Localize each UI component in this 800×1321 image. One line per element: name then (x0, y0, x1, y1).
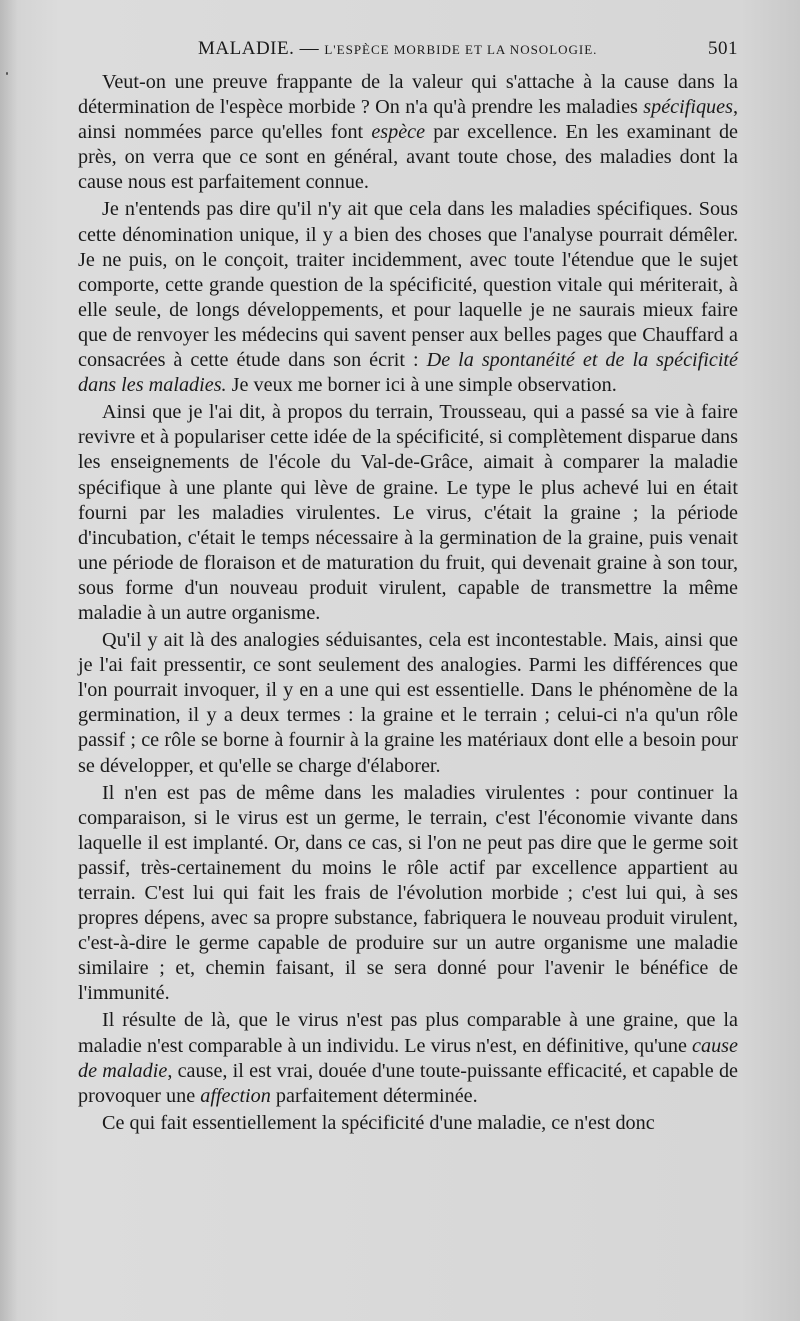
paragraph (78, 1111, 738, 1136)
text-run: Qu'il y ait là des analogies séduisantes, cela est incontestable. Mais, ainsi que je l'ai fait pressentir, ce sont seulement des analogies. Parmi les différences que l'on pourrait invoquer, il y en a une qui est essentielle. Dans le phénomène de la germination, il y a deux termes : la graine et le terrain ; celui-ci n'a qu'un rôle passif ; ce rôle se borne à fournir à la graine les matériaux dont elle a besoin pour se développer, et qu'elle se charge d'élaborer. (78, 629, 738, 777)
italic-run: affection (200, 1084, 271, 1107)
running-header (78, 38, 738, 62)
text-run: Il n'en est pas de même dans les maladies virulentes : pour continuer la comparaison, si le virus est un germe, le terrain, c'est l'économie vivante dans laquelle il est implanté. Or, dans ce cas, si l'on ne peut pas dire que le germe soit passif, très-certainement du moins le rôle actif par excellence appartient au terrain. C'est lui qui fait les frais de l'évolution morbide ; c'est lui qui, à ses propres dépens, avec sa propre substance, fabriquera le nouveau produit virulent, c'est-à-dire le germe capable de produire sur un autre organisme une maladie similaire ; et, chemin faisant, il se sera donné pour l'avenir le bénéfice de l'immunité. (78, 781, 738, 1005)
text-run: , ainsi nommées parce qu'elles font (78, 96, 738, 144)
text-run: Il résulte de là, que le virus n'est pas plus comparable à une graine, que la maladie n'est comparable à un individu. Le virus n'est, en définitive, qu'une (78, 1009, 738, 1057)
paragraph (78, 628, 738, 779)
text-run: par excellence. En les examinant de près, on verra que ce sont en général, avant toute chose, des maladies dont la cause nous est parfaitement connue. (78, 121, 739, 194)
paragraph (78, 781, 738, 1007)
text-run: Je n'entends pas dire qu'il n'y ait que cela dans les maladies spécifiques. Sous cette dénomination unique, il y a bien des choses que l'analyse pourrait démêler. Je ne puis, on le conçoit, traiter incidemment, avec toute l'étendue que le sujet comporte, cette grande question de la spécificité, question vitale qui mériterait, à elle seule, de longs développements, et pour laquelle je ne saurais mieux faire que de renvoyer les médecins qui savent penser aux belles pages que Chauffard a consacrées à cette étude dans son écrit : (78, 198, 738, 372)
text-run: Je veux me borner ici à une simple observation. (226, 374, 617, 397)
text-run: , cause, il est vrai, douée d'une toute-puissante efficacité, et capable de provoquer une (78, 1059, 739, 1107)
paragraph (78, 197, 738, 398)
italic-run: spécifiques (643, 96, 733, 119)
running-title (198, 38, 597, 60)
running-title-main: MALADIE. — (198, 38, 325, 59)
paragraph (78, 400, 738, 626)
running-title-small-caps: L'ESPÈCE MORBIDE ET LA NOSOLOGIE. (324, 42, 598, 57)
text-run: Veut-on une preuve frappante de la valeur qui s'attache à la cause dans la détermination de l'espèce morbide ? On n'a qu'à prendre les maladies (78, 71, 738, 119)
paragraph (78, 1008, 738, 1108)
body-text (78, 70, 738, 1136)
italic-run: cause de maladie (78, 1034, 738, 1082)
italic-run: espèce (371, 121, 426, 144)
paragraph (78, 70, 738, 195)
margin-speck (6, 72, 8, 75)
italic-run: De la spontanéité et de la spécificité dans les maladies. (78, 349, 738, 397)
page-number: 501 (708, 38, 738, 59)
text-run: Ce qui fait essentiellement la spécificité d'une maladie, ce n'est donc (102, 1111, 655, 1134)
text-run: parfaitement déterminée. (270, 1084, 478, 1107)
text-run: Ainsi que je l'ai dit, à propos du terrain, Trousseau, qui a passé sa vie à faire revivre et à populariser cette idée de la spécificité, si complètement disparue dans les enseignements de l'école du Val-de-Grâce, aimait à comparer la maladie spécifique à une plante qui lève de graine. Le type le plus achevé lui en était fourni par les maladies virulentes. Le virus, c'était la graine ; la période d'incubation, c'était le temps nécessaire à la germination de la graine, puis venait une période de floraison et de maturation du fruit, qui devenait graine à son tour, sous forme d'un nouveau produit virulent, capable de transmettre la même maladie à un autre organisme. (78, 401, 738, 624)
